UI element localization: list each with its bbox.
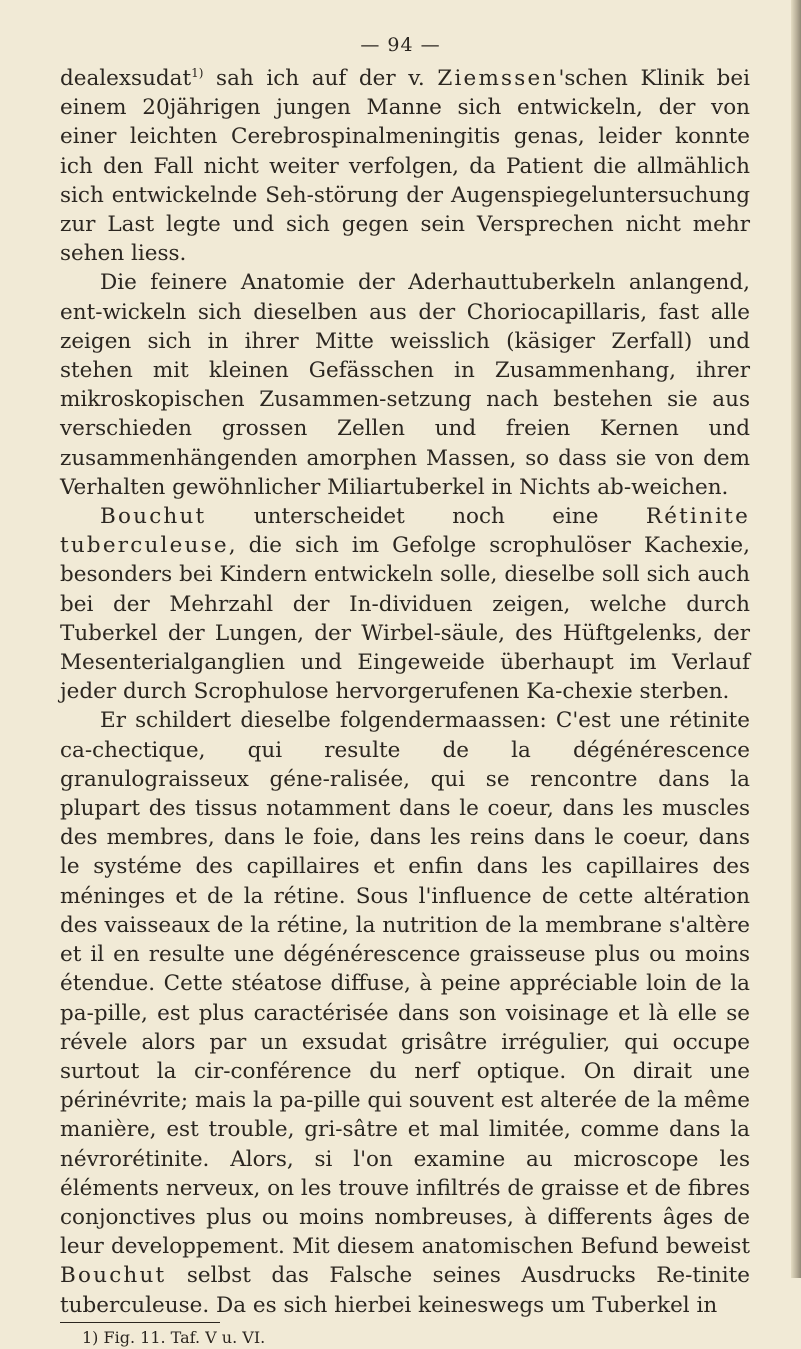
author-name: Ziemssen [437,66,559,91]
author-name: Bouchut [60,1263,167,1289]
footnote-rule [60,1322,220,1323]
page-number: — 94 — [360,34,441,56]
paragraph-3-text: unterscheidet noch eine [206,504,646,530]
author-name: Bouchut [100,504,207,530]
term-emphasis: Rétinite tuberculeuse [60,504,750,559]
paragraph-3-text: , die sich im Gefolge scrophulöser Kachexie, besonders bei Kindern entwickeln solle, dieselbe soll sich auch bei der Mehrzahl der In-dividuen zeigen, welche durch Tuberkel der Lungen, der Wirbel-säule, des Hüftgelenks, der Mesenterialganglien und Eingeweide überhaupt im Verlauf jeder durch Scrophulose hervorgerufenen Ka-chexie sterben. [60,533,750,705]
paragraph-3 [60,502,750,706]
paragraph-1-text: dealexsudat [60,66,192,91]
paragraph-4-text: Er schildert dieselbe folgendermaassen: C'est une rétinite ca-chectique, qui resulte de la dégénérescence granulograisseux géne-ralisée, qui se rencontre dans la plupart des tissus notamment dans le coeur, dans les muscles des membres, dans le foie, dans les reins dans le coeur, dans le systéme des capillaires et enfin dans les capillaires des méninges et de la rétine. Sous l'influence de cette altération des vaisseaux de la rétine, la nutrition de la membrane s'altère et il en resulte une dégénérescence graisseuse plus ou moins étendue. Cette stéatose diffuse, à peine appréciable loin de la pa-pille, est plus caractérisée dans son voisinage et là elle se révele alors par un exsudat grisâtre irrégulier, qui occupe surtout la cir-conférence du nerf optique. On dirait une périnévrite; mais la pa-pille qui souvent est alterée de la même manière, est trouble, gri-sâtre et mal limitée, comme dans la névrorétinite. Alors, si l'on examine au microscope les éléments nerveux, on les trouve infiltrés de graisse et de fibres conjonctives plus ou moins nombreuses, à differents âges de leur developpement. Mit diesem anatomischen Befund beweist [60,708,750,1260]
paragraph-4-text: selbst das Falsche seines Ausdrucks Re-tinite tuberculeuse. Da es sich hierbei keineswegs um Tuberkel in [60,1263,750,1318]
paragraph-1 [60,64,750,268]
paragraph-2-text: Die feinere Anatomie der Aderhauttuberkeln anlangend, ent-wickeln sich dieselben aus der Choriocapillaris, fast alle zeigen sich in ihrer Mitte weisslich (käsiger Zerfall) und stehen mit kleinen Gefässchen in Zusammenhang, ihrer mikroskopischen Zusammen-setzung nach bestehen sie aus verschieden grossen Zellen und freien Kernen und zusammenhängenden amorphen Massen, so dass sie von dem Verhalten gewöhnlicher Miliartuberkel in Nichts ab-weichen. [60,270,750,500]
paragraph-1-text: sah ich auf der v. [203,66,438,91]
body-text [60,64,750,1349]
paragraph-4 [60,706,750,1319]
footnote-reference: 1) [191,65,204,80]
page-edge [791,0,801,1278]
footnote: 1) Fig. 11. Taf. V u. VI. [82,1327,266,1347]
paragraph-1-text: 'schen Klinik bei einem 20jährigen jungen Manne sich entwickeln, der von einer leichten Cerebrospinalmeningitis genas, leider konnte ich den Fall nicht weiter verfolgen, da Patient die allmählich sich entwickelnde Seh-störung der Augenspiegeluntersuchung zur Last legte und sich gegen sein Versprechen nicht mehr sehen liess. [60,66,750,267]
paragraph-2 [60,268,750,502]
